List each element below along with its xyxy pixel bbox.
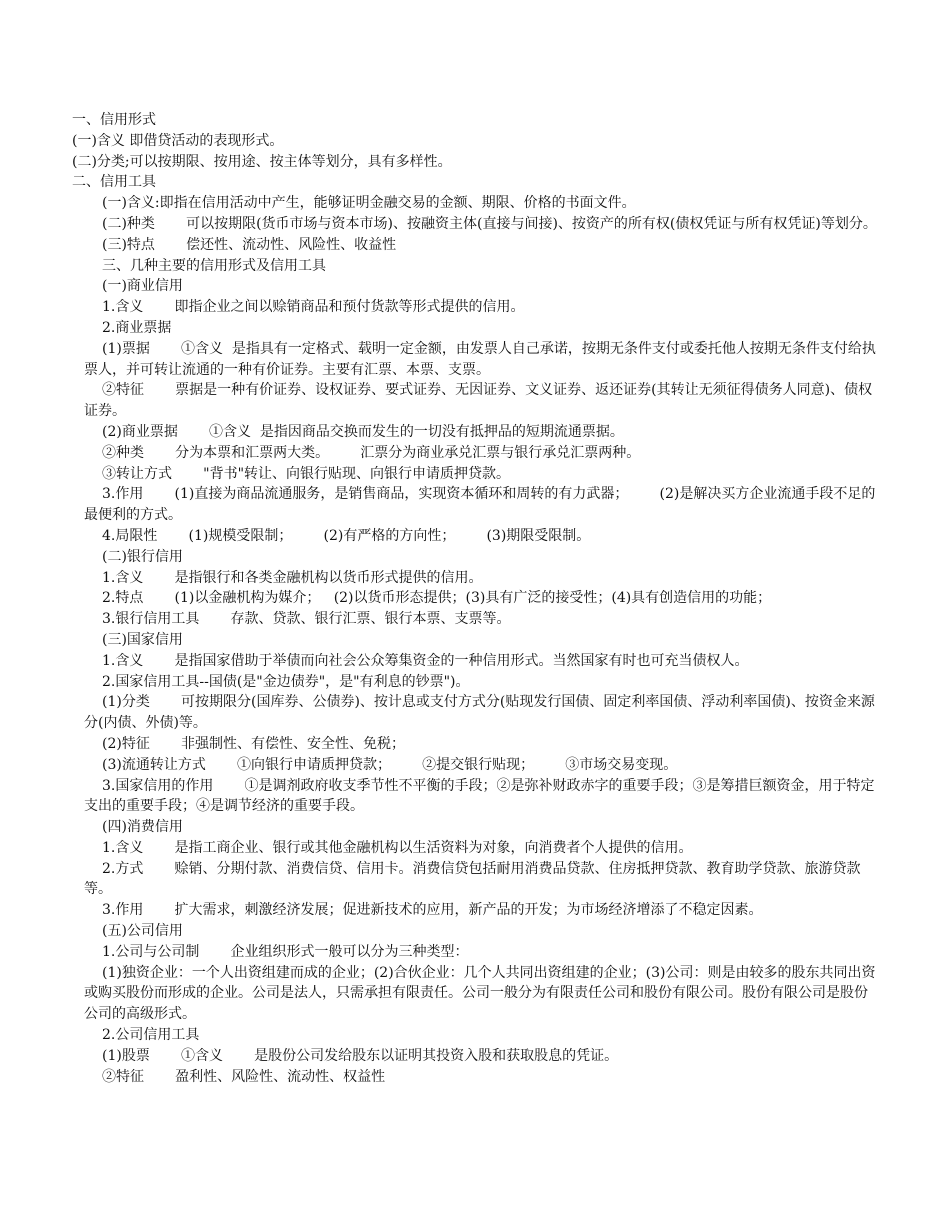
paragraph: 3.作用 (1)直接为商品流通服务，是销售商品，实现资本循环和周转的有力武器； (2)是解决买方企业流通手段不足的最便利的方式。 bbox=[84, 486, 876, 524]
paragraph: (1)票据 ①含义 是指具有一定格式、载明一定金额，由发票人自己承诺，按期无条件支付或委托他人按期无条件支付给执票人，并可转让流通的一种有价证券。主要有汇票、本票、支票。 bbox=[84, 340, 876, 378]
paragraph: 2.公司信用工具 bbox=[102, 1027, 200, 1044]
paragraph: 1.含义 是指国家借助于举债而向社会公众筹集资金的一种信用形式。当然国家有时也可充当债权人。 bbox=[102, 652, 749, 669]
paragraph: 1.含义 即指企业之间以赊销商品和预付货款等形式提供的信用。 bbox=[102, 299, 525, 316]
paragraph: 3.银行信用工具 存款、贷款、银行汇票、银行本票、支票等。 bbox=[102, 611, 511, 628]
paragraph: ②特征 票据是一种有价证券、设权证券、要式证券、无因证券、文义证券、返还证券(其转让无须征得债务人同意)、债权证券。 bbox=[84, 382, 873, 420]
paragraph: (2)特征 非强制性、有偿性、安全性、免税； bbox=[102, 735, 405, 752]
paragraph: 2.特点 (1)以金融机构为媒介； (2)以货币形态提供；(3)具有广泛的接受性；(4)具有创造信用的功能； bbox=[102, 590, 772, 607]
paragraph: 3.国家信用的作用 ①是调剂政府收支季节性不平衡的手段；②是弥补财政赤字的重要手段；③是筹措巨额资金，用于特定支出的重要手段；④是调节经济的重要手段。 bbox=[84, 777, 875, 815]
paragraph: (一)含义 即借贷活动的表现形式。 bbox=[72, 132, 284, 149]
paragraph: 1.公司与公司制 企业组织形式一般可以分为三种类型： bbox=[102, 943, 469, 960]
paragraph: 一、信用形式 bbox=[72, 112, 156, 128]
paragraph: 1.含义 是指工商企业、银行或其他金融机构以生活资料为对象，向消费者个人提供的信用。 bbox=[102, 839, 693, 856]
paragraph: (1)分类 可按期限分(国库券、公债券)、按计息或支付方式分(贴现发行国债、固定利率国债、浮动利率国债)、按资金来源分(内债、外债)等。 bbox=[84, 694, 875, 732]
paragraph: ②特征 盈利性、风险性、流动性、权益性 bbox=[102, 1068, 386, 1085]
paragraph: (二)银行信用 bbox=[102, 548, 183, 565]
paragraph: (三)特点 偿还性、流动性、风险性、收益性 bbox=[102, 236, 397, 253]
paragraph: (四)消费信用 bbox=[102, 819, 183, 836]
paragraph: 2.方式 赊销、分期付款、消费信贷、信用卡。消费信贷包括耐用消费品贷款、住房抵押贷款、教育助学贷款、旅游贷款等。 bbox=[84, 860, 861, 898]
document-body bbox=[72, 110, 880, 1087]
paragraph: (3)流通转让方式 ①向银行申请质押贷款； ②提交银行贴现； ③市场交易变现。 bbox=[102, 756, 678, 773]
paragraph: 1.含义 是指银行和各类金融机构以货币形式提供的信用。 bbox=[102, 569, 483, 586]
paragraph: (1)独资企业：一个人出资组建而成的企业；(2)合伙企业：几个人共同出资组建的企业；(3)公司：则是由较多的股东共同出资或购买股份而形成的企业。公司是法人，只需承担有限责任。公司一般分为有限责任公司和股份有限公司。股份有限公司是股份公司的高级形式。 bbox=[84, 964, 876, 1023]
paragraph: (一)含义:即指在信用活动中产生，能够证明金融交易的金额、期限、价格的书面文件。 bbox=[102, 195, 636, 212]
paragraph: 二、信用工具 bbox=[72, 174, 156, 191]
paragraph: ②种类 分为本票和汇票两大类。 汇票分为商业承兑汇票与银行承兑汇票两种。 bbox=[102, 444, 641, 461]
paragraph: (2)商业票据 ①含义 是指因商品交换而发生的一切没有抵押品的短期流通票据。 bbox=[102, 423, 624, 440]
paragraph: (五)公司信用 bbox=[102, 923, 183, 940]
paragraph: (三)国家信用 bbox=[102, 631, 183, 648]
paragraph: (一)商业信用 bbox=[102, 278, 183, 295]
paragraph: (1)股票 ①含义 是股份公司发给股东以证明其投资入股和获取股息的凭证。 bbox=[102, 1047, 619, 1064]
paragraph: 2.商业票据 bbox=[102, 319, 172, 336]
paragraph: 三、几种主要的信用形式及信用工具 bbox=[102, 257, 326, 274]
paragraph: (二)分类;可以按期限、按用途、按主体等划分，具有多样性。 bbox=[72, 153, 452, 170]
paragraph: 3.作用 扩大需求，刺激经济发展；促进新技术的应用，新产品的开发；为市场经济增添了不稳定因素。 bbox=[102, 902, 763, 919]
paragraph: ③转让方式 "背书"转让、向银行贴现、向银行申请质押贷款。 bbox=[102, 465, 511, 482]
paragraph: (二)种类 可以按期限(货币市场与资本市场)、按融资主体(直接与间接)、按资产的所有权(债权凭证与所有权凭证)等划分。 bbox=[102, 215, 877, 232]
paragraph: 2.国家信用工具--国债(是"金边债券"，是"有利息的钞票")。 bbox=[102, 673, 470, 690]
paragraph: 4.局限性 (1)规模受限制； (2)有严格的方向性； (3)期限受限制。 bbox=[102, 527, 591, 544]
